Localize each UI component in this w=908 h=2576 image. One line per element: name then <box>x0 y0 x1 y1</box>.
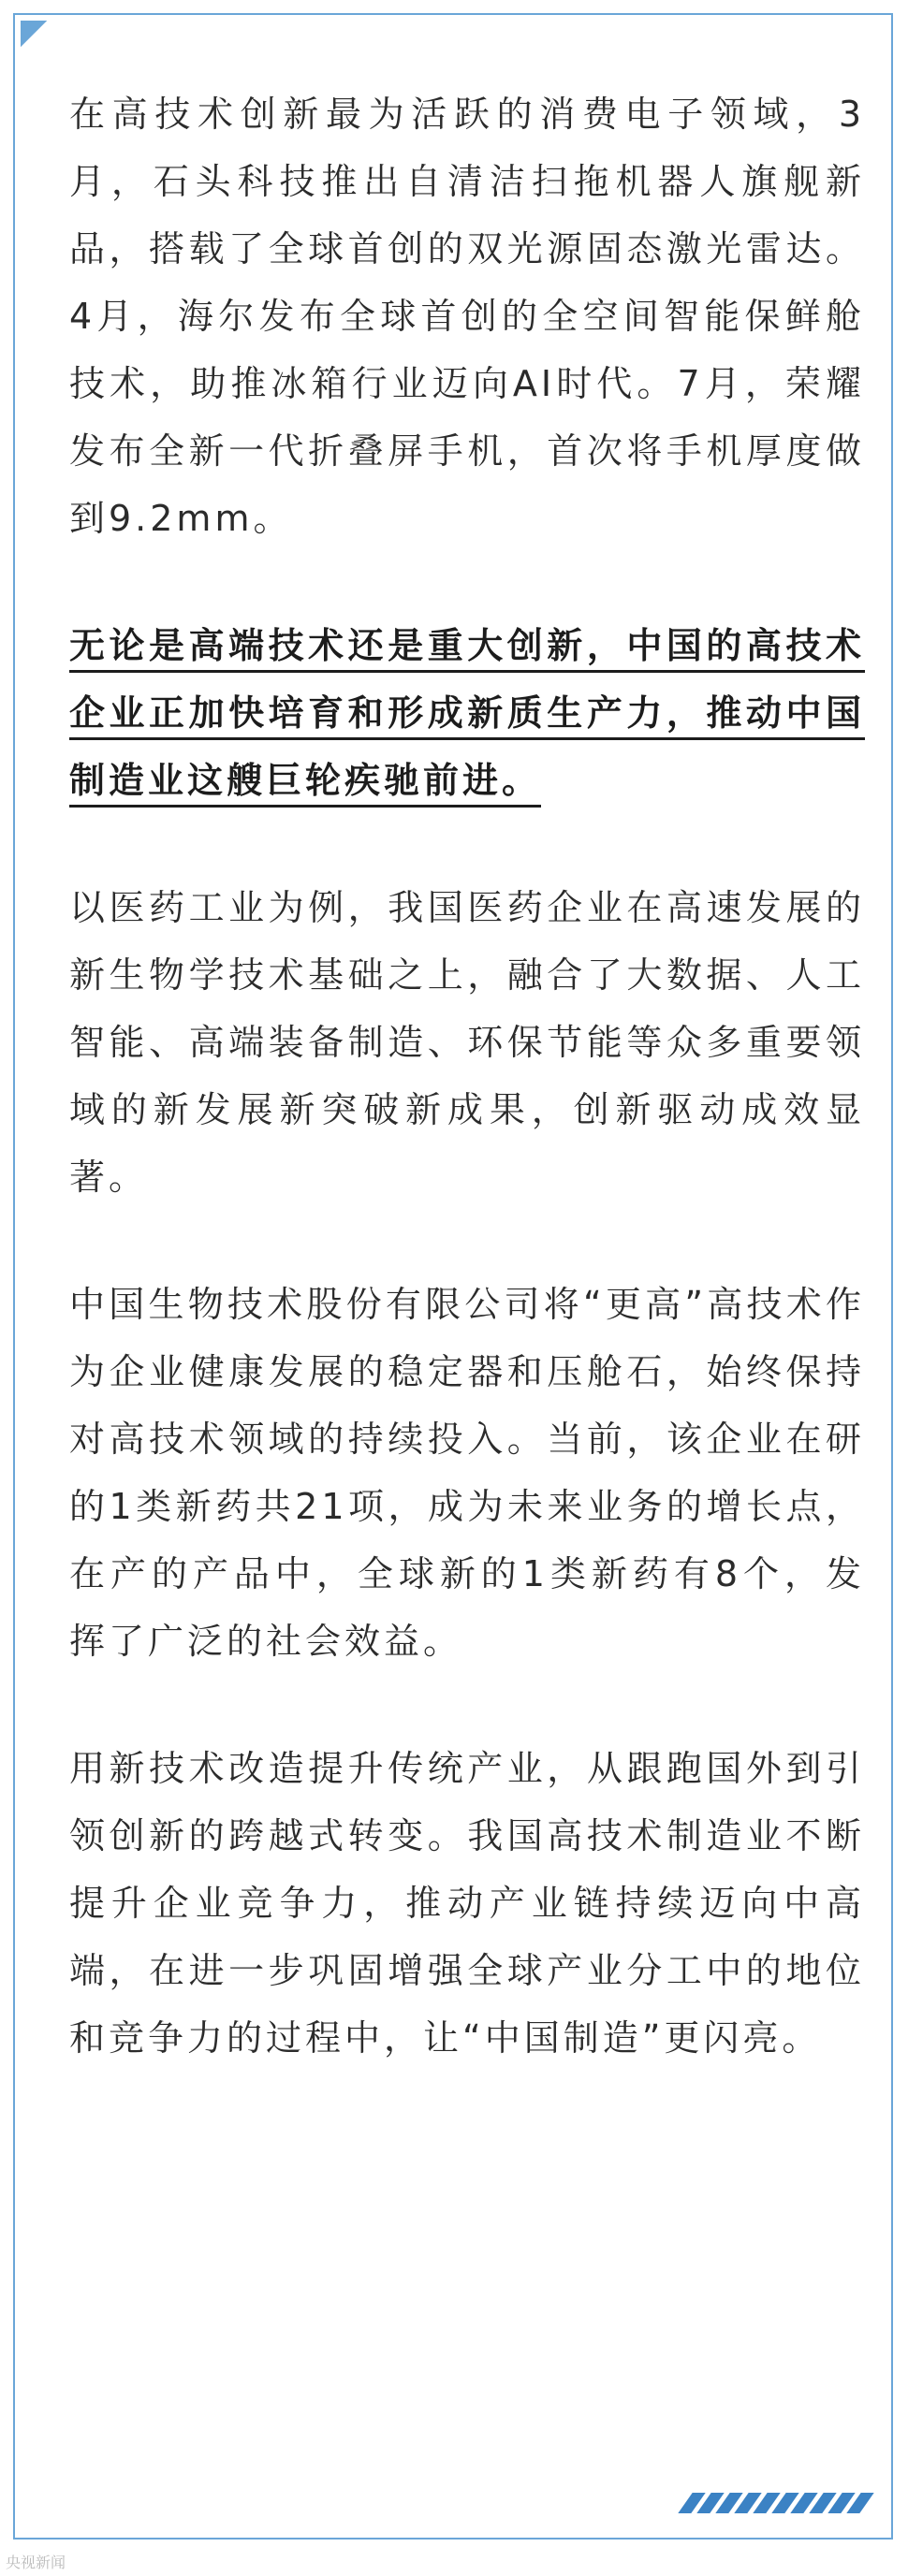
paragraph-china-bio: 中国生物技术股份有限公司将“更高”高技术作为企业健康发展的稳定器和压舱石，始终保持对高技术领域的持续投入。当前，该企业在研的1类新药共21项，成为未来业务的增长点，在产的产品中，全球新的1类新药有8个，发挥了广泛的社会效益。 <box>69 1284 865 1662</box>
paragraph-upgrade: 用新技术改造提升传统产业，从跟跑国外到引领创新的跨越式转变。我国高技术制造业不断提升企业竞争力，推动产业链持续迈向中高端，在进一步巩固增强全球产业分工中的地位和竞争力的过程中，让“中国制造”更闪亮。 <box>69 1748 865 2059</box>
article-frame <box>13 13 893 2540</box>
article-body <box>69 80 865 2132</box>
stripe-decoration <box>685 2493 867 2513</box>
watermark-text: 央视新闻 <box>6 2554 66 2571</box>
paragraph-consumer-electronics: 在高技术创新最为活跃的消费电子领域，3月，石头科技推出自清洁扫拖机器人旗舰新品，搭载了全球首创的双光源固态激光雷达。4月，海尔发布全球首创的全空间智能保鲜舱技术，助推冰箱行业迈向AI时代。7月，荣耀发布全新一代折叠屏手机，首次将手机厚度做到9.2mm。 <box>69 94 865 539</box>
paragraph-pharma: 以医药工业为例，我国医药企业在高速发展的新生物学技术基础之上，融合了大数据、人工智能、高端装备制造、环保节能等众多重要领域的新发展新突破新成果，创新驱动成效显著。 <box>69 887 865 1198</box>
highlight-text: 无论是高端技术还是重大创新，中国的高技术企业正加快培育和形成新质生产力，推动中国制造业这艘巨轮疾驰前进。 <box>69 625 865 808</box>
corner-decoration <box>21 21 60 60</box>
paragraph-highlight <box>69 612 865 814</box>
